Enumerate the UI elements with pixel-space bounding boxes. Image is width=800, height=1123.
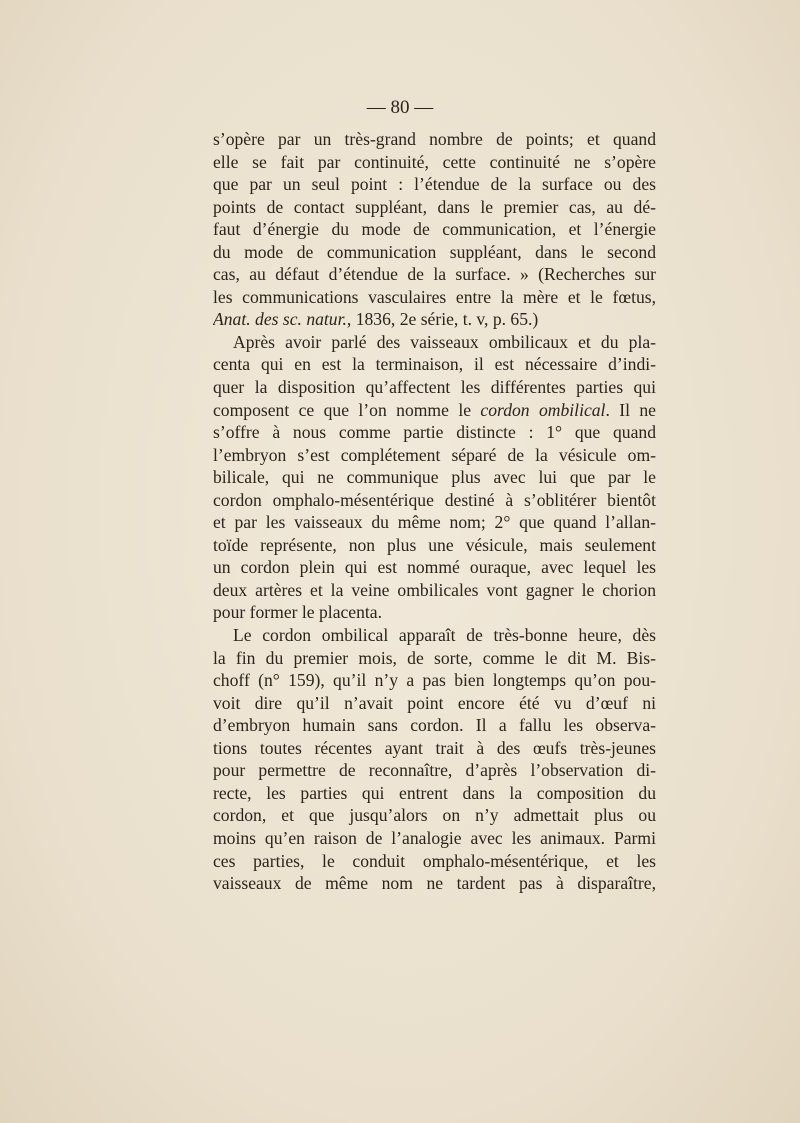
text-line: voit dire qu’il n’avait point encore été vu d’œuf ni <box>213 692 656 713</box>
citation-journal-title: Anat. des sc. natur. <box>213 309 347 330</box>
text-line: l’embryon s’est complétement séparé de la vésicule om- <box>213 444 656 465</box>
text-line: points de contact suppléant, dans le premier cas, au dé- <box>213 196 656 217</box>
paragraph-start-line: Après avoir parlé des vaisseaux ombilicaux et du pla- <box>233 331 656 352</box>
text-line: recte, les parties qui entrent dans la composition du <box>213 782 656 803</box>
citation-suffix: , 1836, 2e série, t. v, p. 65.) <box>346 309 539 330</box>
term-cordon-ombilical: cordon ombilical <box>480 399 606 420</box>
citation-line <box>213 308 656 331</box>
text-line: deux artères et la veine ombilicales vont gagner le chorion <box>213 579 656 600</box>
text-line: bilicale, qui ne communique plus avec lui que par le <box>213 467 656 488</box>
text-line: ces parties, le conduit omphalo-mésentérique, et les <box>213 850 656 871</box>
text-line: vaisseaux de même nom ne tardent pas à disparaître, <box>213 873 656 894</box>
text-line: cordon omphalo-mésentérique destiné à s’oblitérer bientôt <box>213 489 656 510</box>
paragraph-start-line: Le cordon ombilical apparaît de très-bonne heure, dès <box>233 625 656 646</box>
text-line: cordon, et que jusqu’alors on n’y admettait plus ou <box>213 805 656 826</box>
text-line: du mode de communication suppléant, dans le second <box>213 241 656 262</box>
text-line: un cordon plein qui est nommé ouraque, avec lequel les <box>213 557 656 578</box>
text-line: s’offre à nous comme partie distincte : 1° que quand <box>213 422 656 443</box>
text-line: centa qui en est la terminaison, il est nécessaire d’indi- <box>213 354 656 375</box>
text-line: toïde représente, non plus une vésicule, mais seulement <box>213 534 656 555</box>
paragraph-end-line: pour former le placenta. <box>213 602 383 623</box>
term-prefix: composent ce que l’on nomme le <box>213 399 481 420</box>
text-line: les communications vasculaires entre la mère et le fœtus, <box>213 286 656 307</box>
text-line: cas, au défaut d’étendue de la surface. » (Recherches sur <box>213 264 656 285</box>
text-line: choff (n° 159), qu’il n’y a pas bien longtemps qu’on pou- <box>213 670 656 691</box>
page-number: — 80 — <box>366 97 434 118</box>
text-line: quer la disposition qu’affectent les différentes parties qui <box>213 377 656 398</box>
term-line <box>213 399 656 422</box>
text-line: faut d’énergie du mode de communication, et l’énergie <box>213 219 656 240</box>
text-line: moins qu’en raison de l’analogie avec les animaux. Parmi <box>213 827 656 848</box>
text-line: d’embryon humain sans cordon. Il a fallu les observa- <box>213 715 656 736</box>
text-line: que par un seul point : l’étendue de la surface ou des <box>213 174 656 195</box>
text-line: s’opère par un très-grand nombre de points; et quand <box>213 129 656 149</box>
text-line: pour permettre de reconnaître, d’après l’observation di- <box>213 760 656 781</box>
text-line: tions toutes récentes ayant trait à des œufs très-jeunes <box>213 737 656 758</box>
text-line: la fin du premier mois, de sorte, comme le dit M. Bis- <box>213 647 656 668</box>
body-text <box>213 128 656 895</box>
text-line: elle se fait par continuité, cette continuité ne s’opère <box>213 151 656 172</box>
term-suffix: . Il ne <box>605 399 656 420</box>
text-line: et par les vaisseaux du même nom; 2° que quand l’allan- <box>213 512 656 533</box>
